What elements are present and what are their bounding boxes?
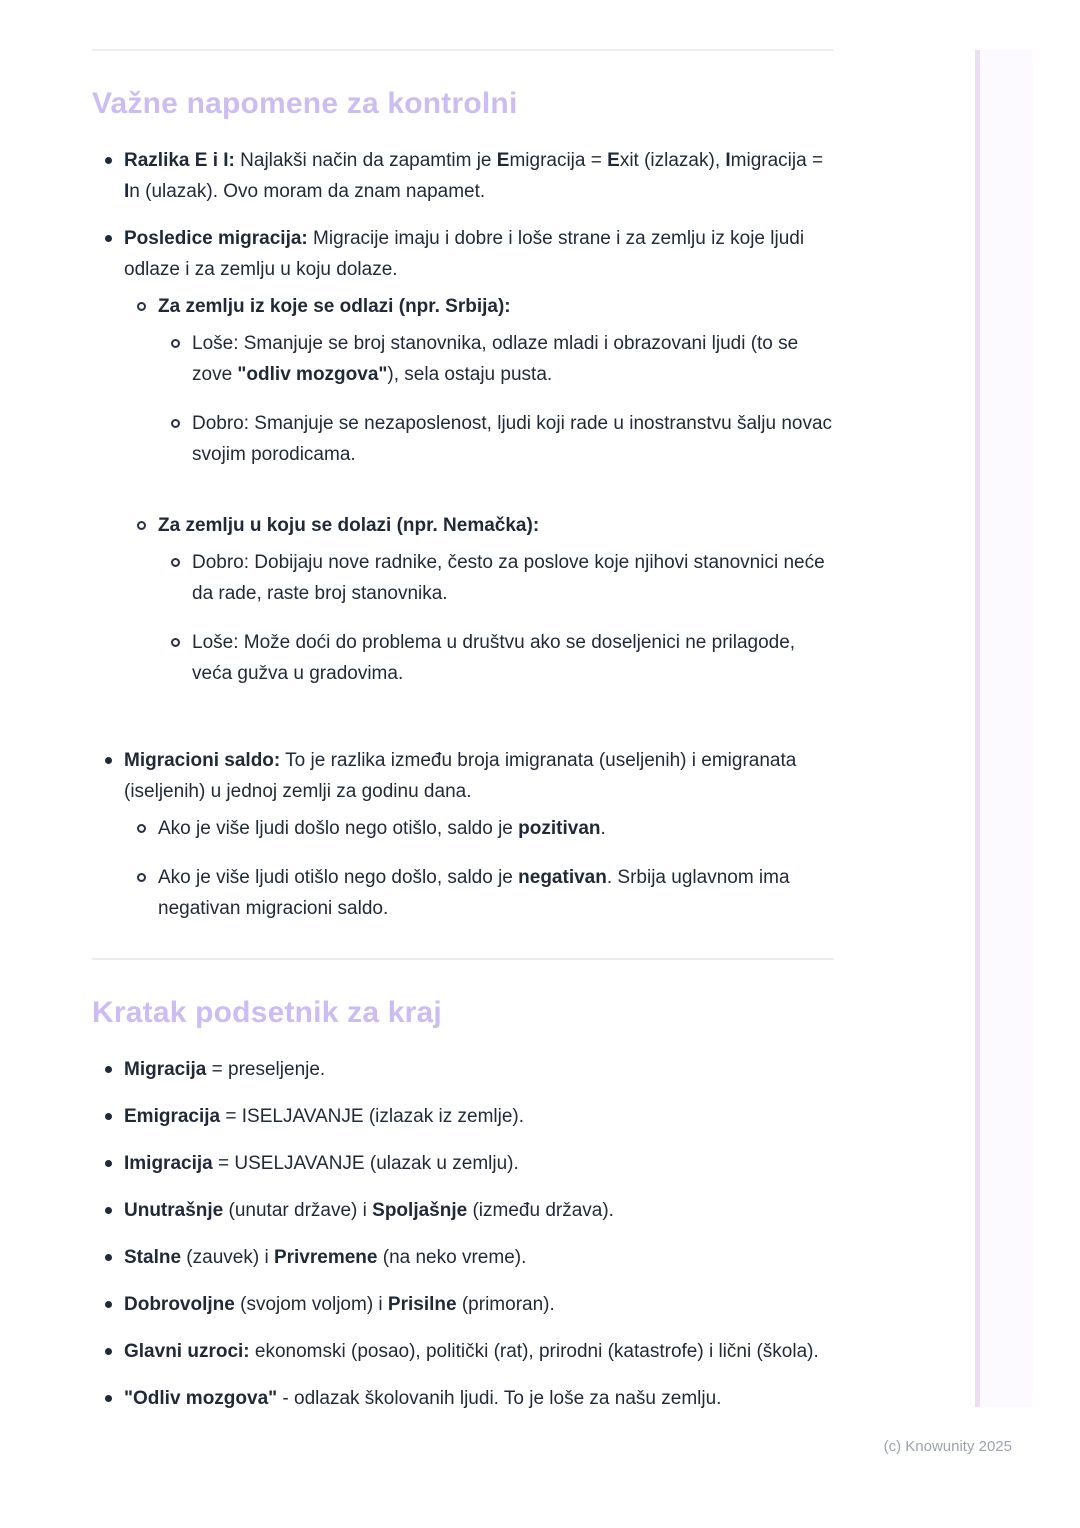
list-item — [124, 813, 834, 844]
list-item-content — [124, 1148, 834, 1179]
list-item-content — [124, 145, 834, 207]
divider — [92, 49, 834, 51]
list-item — [158, 627, 834, 689]
list-item-content — [124, 1195, 834, 1226]
list-item-text: Dobro: Smanjuje se nezaposlenost, ljudi koji rade u inostranstvu šalju novac svojim porodicama. — [192, 413, 833, 465]
bullet-dot-icon — [105, 1395, 112, 1402]
list-item — [158, 408, 834, 470]
list-item-text: Stalne (zauvek) i Privremene (na neko vreme). — [124, 1247, 527, 1268]
list-item-text: Imigracija = USELJAVANJE (ulazak u zemlju). — [124, 1153, 519, 1174]
list-item-text: Glavni uzroci: ekonomski (posao), politički (rat), prirodni (katastrofe) i lični (škola). — [124, 1341, 819, 1362]
list-item-content — [192, 328, 834, 390]
list-item-text: "Odliv mozgova" - odlazak školovanih ljudi. To je loše za našu zemlju. — [124, 1388, 722, 1409]
list-item-content — [192, 408, 834, 470]
list-item — [92, 1101, 834, 1132]
list-item — [92, 1054, 834, 1085]
list-item-content — [192, 627, 834, 689]
bullet-dot-icon — [105, 1348, 112, 1355]
list-item-content — [158, 813, 834, 844]
list-item — [92, 745, 834, 942]
list-item-text: Ako je više ljudi otišlo nego došlo, saldo je negativan. Srbija uglavnom ima negativan migracioni saldo. — [158, 867, 790, 919]
bullet-sublist — [158, 328, 834, 470]
list-item — [124, 291, 834, 488]
section-kratak-podsetnik — [92, 994, 834, 1414]
list-item-content — [124, 745, 834, 942]
bullet-dot-icon — [105, 1207, 112, 1214]
list-item-text: Razlika E i I: Najlakši način da zapamtim je Emigracija = Exit (izlazak), Imigracija = In (ulazak). Ovo moram da znam napamet. — [124, 150, 824, 202]
list-item-content — [158, 510, 834, 707]
bullet-sublist — [158, 547, 834, 689]
list-item-text: Za zemlju iz koje se odlazi (npr. Srbija): — [158, 296, 511, 317]
list-item-text: Migracioni saldo: To je razlika između broja imigranata (useljenih) i emigranata (iseljenih) u jednoj zemlji za godinu dana. — [124, 750, 797, 802]
list-item-content — [124, 1101, 834, 1132]
right-edge-strip — [975, 50, 1033, 1407]
bullet-dot-icon — [105, 1301, 112, 1308]
page-content — [92, 0, 834, 1430]
list-item-content — [158, 291, 834, 488]
bullet-circle-icon — [171, 419, 180, 428]
bullet-circle-icon — [171, 638, 180, 647]
divider — [92, 958, 834, 960]
bullet-circle-icon — [137, 521, 146, 530]
list-item — [158, 547, 834, 609]
bullet-dot-icon — [105, 1066, 112, 1073]
bullet-dot-icon — [105, 157, 112, 164]
list-item-content — [124, 1242, 834, 1273]
list-item-text: Dobro: Dobijaju nove radnike, često za poslove koje njihovi stanovnici neće da rade, raste broj stanovnika. — [192, 552, 825, 604]
list-item — [92, 1289, 834, 1320]
list-item — [92, 1336, 834, 1367]
list-item-text: Loše: Može doći do problema u društvu ako se doseljenici ne prilagode, veća gužva u gradovima. — [192, 632, 796, 684]
list-item-content — [124, 223, 834, 729]
footer-credit: (c) Knowunity 2025 — [883, 1438, 1012, 1455]
section-vazne-napomene — [92, 85, 834, 942]
list-item-content — [124, 1383, 834, 1414]
bullet-dot-icon — [105, 1160, 112, 1167]
bullet-circle-icon — [137, 873, 146, 882]
bullet-circle-icon — [137, 302, 146, 311]
list-item-text: Unutrašnje (unutar države) i Spoljašnje (između država). — [124, 1200, 614, 1221]
bullet-list — [92, 145, 834, 942]
list-item-content — [124, 1289, 834, 1320]
list-item — [92, 1242, 834, 1273]
list-item-text: Emigracija = ISELJAVANJE (izlazak iz zemlje). — [124, 1106, 525, 1127]
bullet-circle-icon — [171, 558, 180, 567]
list-item-text: Loše: Smanjuje se broj stanovnika, odlaze mladi i obrazovani ljudi (to se zove "odliv mozgova"), sela ostaju pusta. — [192, 333, 799, 385]
section-title: Važne napomene za kontrolni — [92, 87, 518, 120]
list-item-text: Migracija = preseljenje. — [124, 1059, 326, 1080]
list-item — [124, 862, 834, 924]
list-item — [92, 1195, 834, 1226]
list-item — [92, 145, 834, 207]
list-item — [158, 328, 834, 390]
bullet-circle-icon — [171, 339, 180, 348]
bullet-circle-icon — [137, 824, 146, 833]
bullet-sublist — [124, 291, 834, 707]
list-item — [124, 510, 834, 707]
bullet-list — [92, 1054, 834, 1414]
list-item-content — [124, 1336, 834, 1367]
list-item-content — [124, 1054, 834, 1085]
list-item-text: Posledice migracija: Migracije imaju i dobre i loše strane i za zemlju iz koje ljudi odlaze i za zemlju u koju dolaze. — [124, 228, 805, 280]
bullet-dot-icon — [105, 235, 112, 242]
list-item-text: Za zemlju u koju se dolazi (npr. Nemačka): — [158, 515, 540, 536]
list-item-text: Ako je više ljudi došlo nego otišlo, saldo je pozitivan. — [158, 818, 606, 839]
section-title: Kratak podsetnik za kraj — [92, 996, 442, 1029]
bullet-sublist — [124, 813, 834, 924]
list-item — [92, 1148, 834, 1179]
bullet-dot-icon — [105, 1113, 112, 1120]
list-item — [92, 1383, 834, 1414]
list-item — [92, 223, 834, 729]
bullet-dot-icon — [105, 757, 112, 764]
list-item-content — [158, 862, 834, 924]
list-item-text: Dobrovoljne (svojom voljom) i Prisilne (primoran). — [124, 1294, 555, 1315]
bullet-dot-icon — [105, 1254, 112, 1261]
list-item-content — [192, 547, 834, 609]
